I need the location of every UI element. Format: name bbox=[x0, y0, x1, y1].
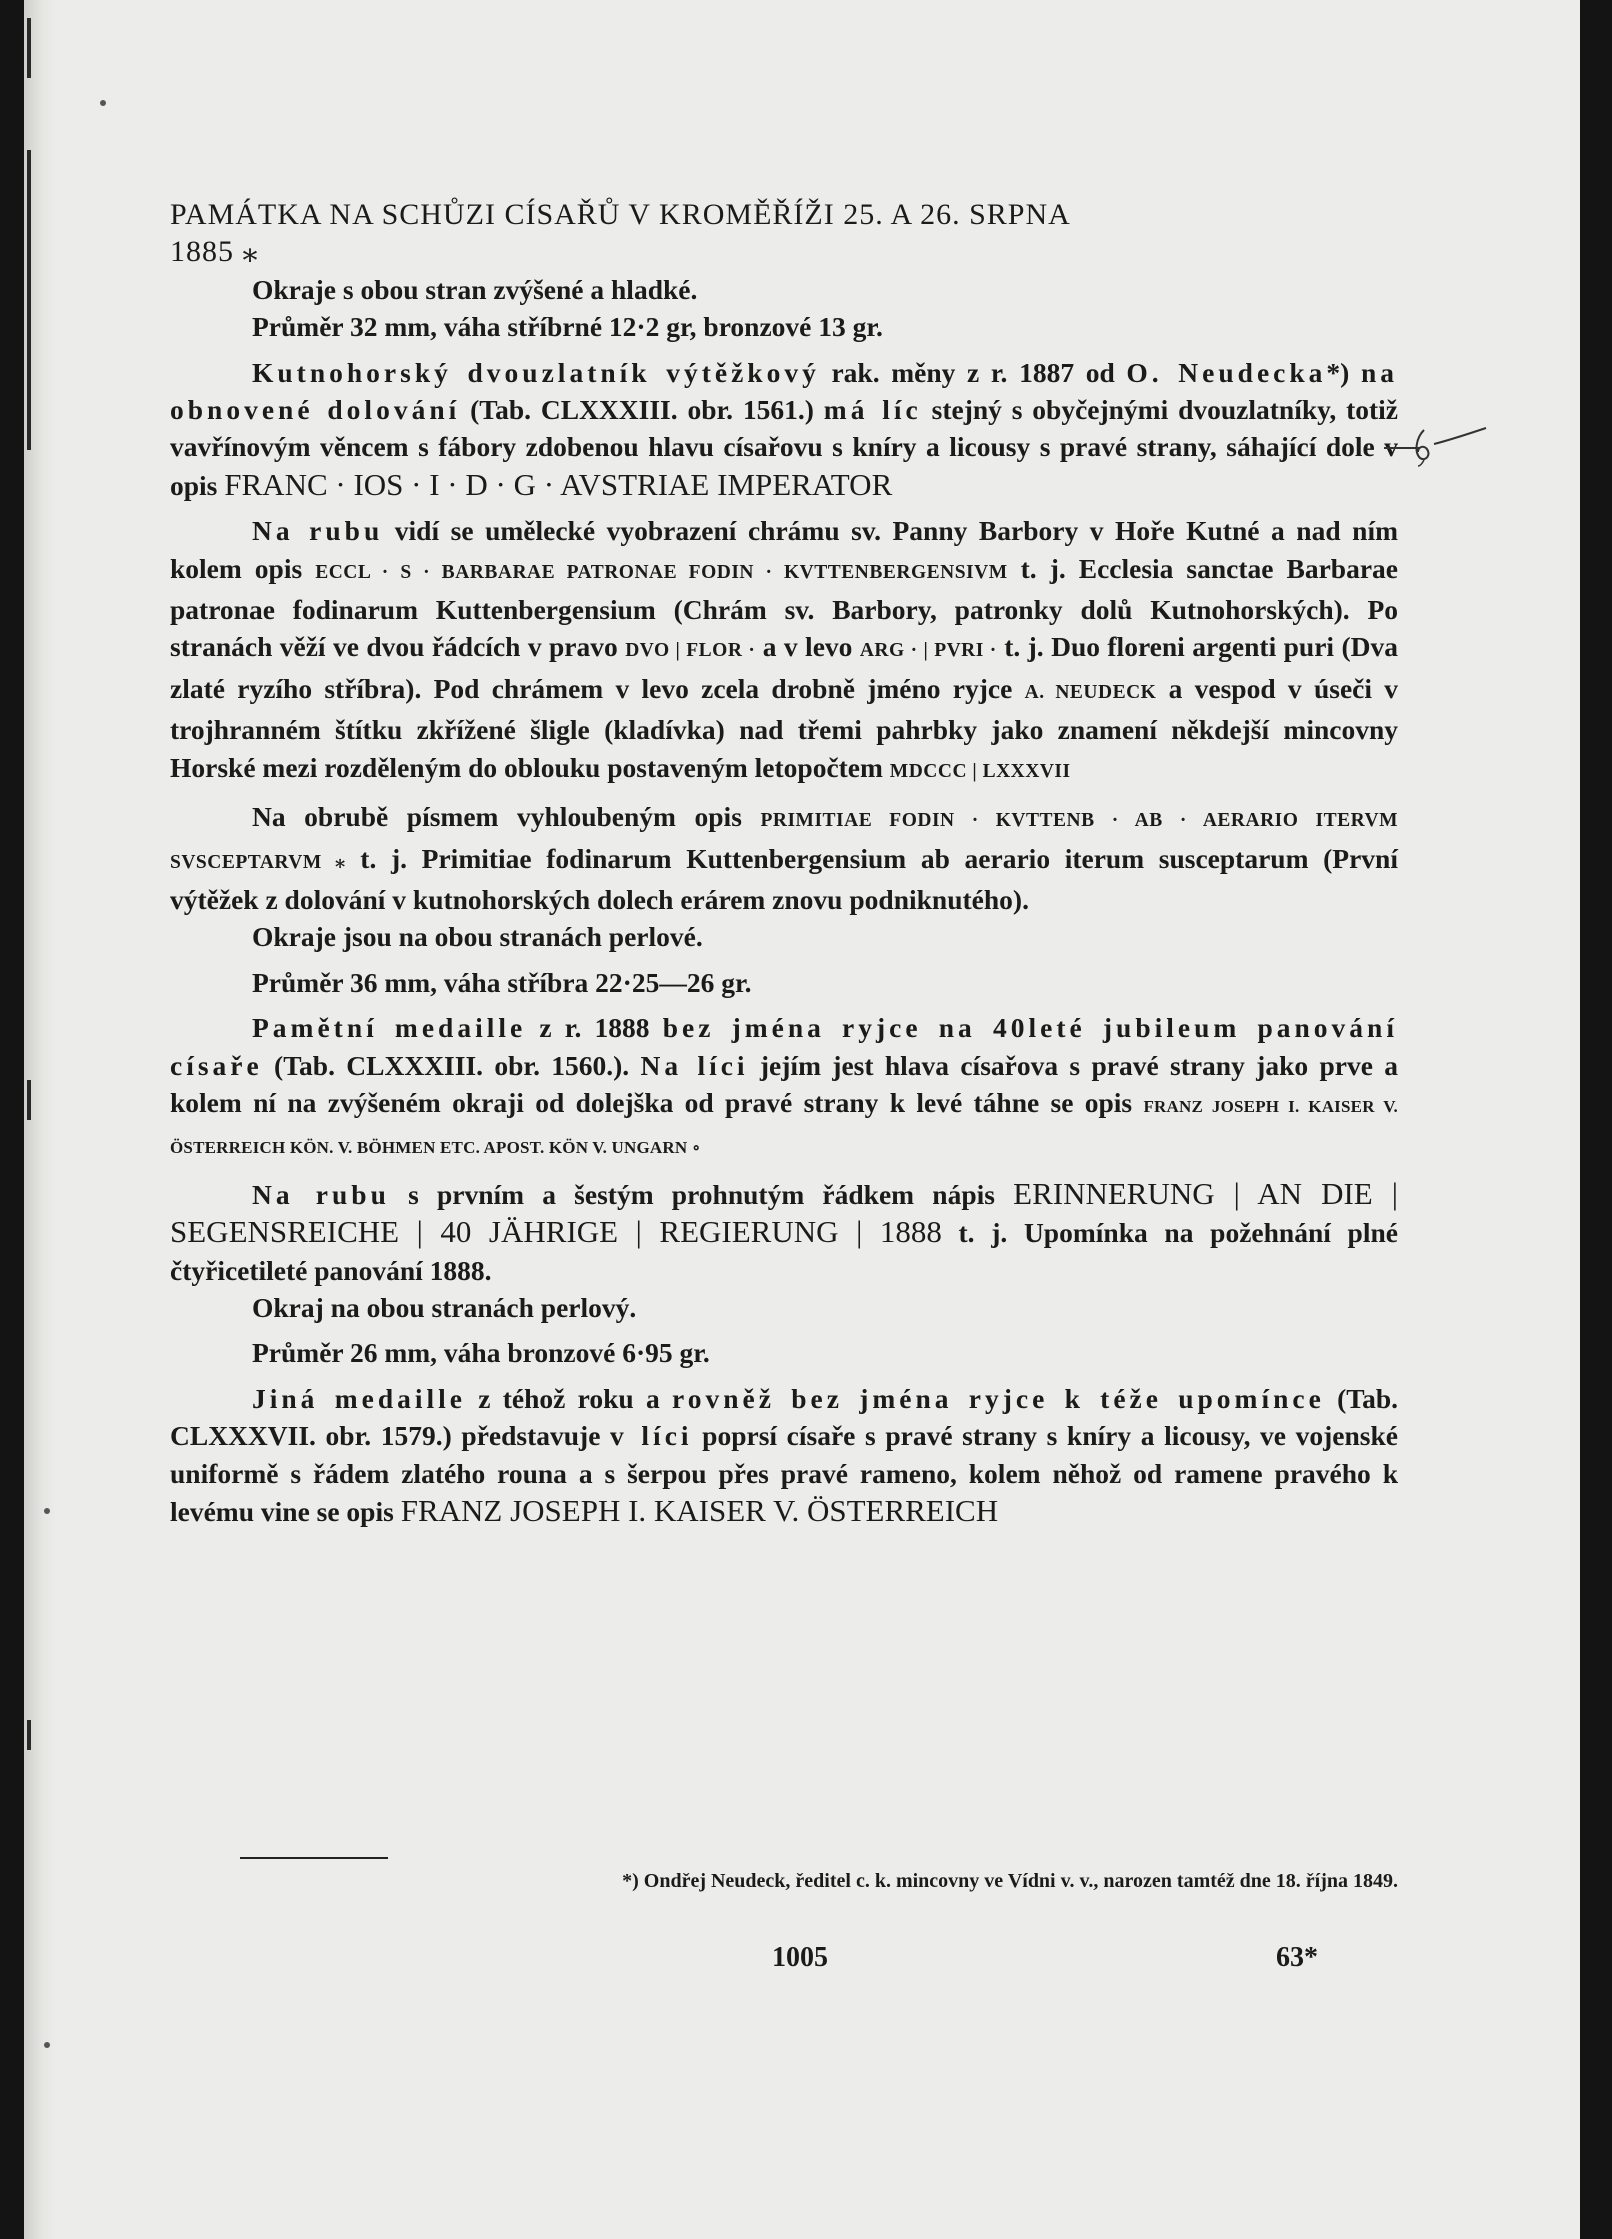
text-run: vidí se umělecké vyobrazení chrámu sv. Panny Barbory v Hoře Kutné a nad ním kolem opis bbox=[170, 515, 1398, 584]
binding-line bbox=[27, 150, 31, 450]
speck bbox=[44, 1508, 50, 1514]
page-number: 1005 bbox=[772, 1942, 828, 1973]
binding-line bbox=[27, 18, 31, 78]
paragraph-diameter: Průměr 32 mm, váha stříbrné 12·2 gr, bronzové 13 gr. bbox=[252, 311, 883, 343]
spaced-lead: rovněž bez jména ryjce k téže upomínce bbox=[672, 1382, 1325, 1414]
text-run: z r. 1888 bbox=[526, 1012, 663, 1044]
paragraph-edges: Okraje s obou stran zvýšené a hladké. bbox=[252, 273, 698, 305]
speck bbox=[100, 100, 106, 106]
text-run: (Tab. CLXXXIII. obr. 1561.) bbox=[460, 394, 824, 426]
spaced-lead: bez jména ryjce na 40leté jubileum panování císaře bbox=[170, 1012, 1398, 1081]
paragraph-reverse bbox=[170, 512, 1398, 790]
spaced-lead: na obnovené dolování bbox=[170, 356, 1398, 426]
paragraph-edges: Okraj na obou stranách perlový. bbox=[252, 1291, 637, 1323]
text-run: jejím jest hlava císařova s pravé strany jako prve a kolem ní na zvýšeném okraji od dolejška od pravé strany k levé táhne se opis bbox=[170, 1049, 1398, 1118]
spaced-lead: Kutnohorský dvouzlatník výtěžkový bbox=[252, 356, 820, 388]
text-run: poprsí císaře s pravé strany s kníry a licousy, ve vojenské uniformě s řádem zlatého rouna a s šerpou přes pravé rameno, kolem něhož od ramene pravého k levému vine se opis bbox=[170, 1420, 1398, 1527]
spaced-lead: Jiná medaille bbox=[252, 1382, 466, 1414]
signature-mark: 63* bbox=[1276, 1942, 1318, 1973]
binding-line bbox=[27, 1720, 31, 1750]
text-run: Na obrubě písmem vyhloubeným opis bbox=[252, 801, 761, 833]
spaced-lead: Pamětní medaille bbox=[252, 1012, 527, 1044]
text-run: s prvním a šestým prohnutým řádkem nápis bbox=[389, 1178, 1014, 1210]
coin-legend: ARG · | PVRI · bbox=[859, 640, 997, 662]
footnote: *) Ondřej Neudeck, ředitel c. k. mincovny ve Vídni v. v., narozen tamtéž dne 18. října 1849. bbox=[622, 1870, 1398, 1892]
handwritten-margin-note-icon bbox=[1380, 418, 1490, 468]
spaced-lead: Na rubu bbox=[252, 1178, 390, 1210]
section-heading bbox=[170, 196, 1398, 271]
text-run: *) bbox=[1326, 356, 1361, 388]
coin-legend: ERINNERUNG | AN DIE | SEGENSREICHE | 40 JÄHRIGE | REGIERUNG | 1888 bbox=[170, 1175, 1398, 1250]
coin-legend: PRIMITIAE FODIN · KVTTENB · AB · AERARIO ITERVM SVSCEPTARVM ⁎ bbox=[170, 810, 1398, 873]
paragraph-other-medal bbox=[170, 1380, 1398, 1531]
body-text bbox=[170, 196, 1398, 1530]
engraver-name: A. NEUDECK bbox=[1024, 681, 1157, 703]
text-run: t. j. Ecclesia sanctae Barbarae patronae fodinarum Kuttenbergensium (Chrám sv. Barbory, patronky dolů Kutnohorských). Po stranách věží ve dvou řádcích v pravo bbox=[170, 552, 1399, 663]
paragraph-reverse-1888 bbox=[170, 1175, 1398, 1289]
paragraph-medal-1888 bbox=[170, 1009, 1398, 1167]
paragraph-diameter: Průměr 36 mm, váha stříbra 22·25—26 gr. bbox=[252, 966, 752, 998]
paragraph-edges: Okraje jsou na obou stranách perlové. bbox=[252, 921, 703, 953]
text-run: t. j. Duo floreni argenti puri (Dva zlaté ryzího stříbra). Pod chrámem v levo zcela drobně jméno ryjce bbox=[170, 631, 1398, 704]
speck bbox=[44, 2042, 50, 2048]
paragraph-diameter: Průměr 26 mm, váha bronzové 6·95 gr. bbox=[252, 1337, 710, 1369]
spaced-lead: má líc bbox=[823, 394, 922, 426]
text-run: stejný s obyčejnými dvouzlatníky, totiž vavřínovým věncem s fábory zdobenou hlavu císařovu s kníry a licousy s pravé strany, sáhající dole v opis bbox=[170, 394, 1399, 501]
text-run: a v levo bbox=[755, 631, 860, 663]
page-gutter bbox=[24, 0, 56, 2239]
text-run: a vespod v úseči v trojhranném štítku zkřížené šligle (kladívka) nad třemi pahrbky jako znamení někdejší mincovny Horské mezi rozděleným do oblouku postaveným letopočtem bbox=[170, 672, 1399, 783]
text-run: z téhož roku a bbox=[466, 1382, 673, 1414]
document-page bbox=[24, 0, 1580, 2239]
paragraph-kutnohorsky bbox=[170, 354, 1398, 505]
coin-legend: DVO | FLOR · bbox=[625, 640, 756, 662]
coin-legend: FRANZ JOSEPH I. KAISER V. ÖSTERREICH bbox=[400, 1493, 999, 1528]
spaced-lead: Na líci bbox=[640, 1049, 749, 1081]
coin-legend: FRANZ JOSEPH I. KAISER V. ÖSTERREICH KÖN. V. BÖHMEN ETC. APOST. KÖN V. UNGARN ∘ bbox=[170, 1096, 1398, 1158]
paragraph-edge-inscription bbox=[170, 798, 1398, 918]
spaced-author: O. Neudecka bbox=[1126, 356, 1327, 388]
binding-line bbox=[27, 1080, 31, 1120]
text-run: rak. měny z r. 1887 od bbox=[819, 356, 1127, 388]
coin-legend: MDCCC | LXXXVII bbox=[889, 760, 1071, 782]
text-run: t. j. Upomínka na požehnání plné čtyřicetileté panování 1888. bbox=[170, 1217, 1398, 1286]
heading-line-2: 1885 ⁎ bbox=[170, 235, 259, 269]
coin-legend: FRANC · IOS · I · D · G · AVSTRIAE IMPERATOR bbox=[224, 466, 893, 502]
heading-line-1: PAMÁTKA NA SCHŮZI CÍSAŘŮ V KROMĚŘÍŽI 25. A 26. SRPNA bbox=[170, 198, 1071, 231]
text-run: (Tab. CLXXXIII. obr. 1560.). bbox=[262, 1049, 641, 1081]
coin-legend: ECCL · S · BARBARAE PATRONAE FODIN · KVTTENBERGENSIVM bbox=[315, 561, 1008, 583]
text-run: (Tab. CLXXXVII. obr. 1579.) představuje bbox=[170, 1382, 1398, 1452]
spaced-lead: Na rubu bbox=[252, 515, 384, 547]
footnote-rule bbox=[240, 1857, 388, 1859]
text-run: t. j. Primitiae fodinarum Kuttenbergensium ab aerario iterum susceptarum (První výtěžek z dolování v kutnohorských dolech erárem znovu podniknutého). bbox=[170, 842, 1398, 915]
spaced-lead: v líci bbox=[610, 1420, 693, 1452]
